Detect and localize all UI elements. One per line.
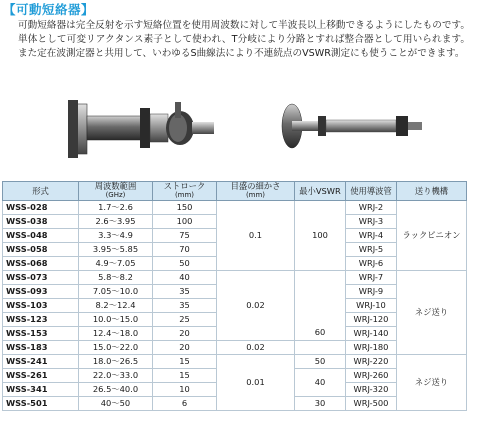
table-row xyxy=(3,355,467,369)
cell-model: WSS-028 xyxy=(3,201,79,215)
cell-stroke: 35 xyxy=(153,299,217,313)
cell-vswr: 100 xyxy=(295,201,346,271)
cell-waveguide: WRJ-500 xyxy=(346,397,397,411)
spec-table xyxy=(2,181,467,411)
header-feed: 送り機構 xyxy=(397,182,467,201)
cell-stroke: 15 xyxy=(153,355,217,369)
cell-vswr: 60 xyxy=(295,271,346,341)
cell-waveguide: WRJ-260 xyxy=(346,369,397,383)
table-row xyxy=(3,271,467,285)
cell-freq: 3.3〜4.9 xyxy=(79,229,153,243)
cell-model: WSS-048 xyxy=(3,229,79,243)
cell-freq: 40〜50 xyxy=(79,397,153,411)
cell-freq: 5.8〜8.2 xyxy=(79,271,153,285)
cell-freq: 3.95〜5.85 xyxy=(79,243,153,257)
description-text: 可動短絡器は完全反射を示す短絡位置を使用周波数に対して半波長以上移動できるようにしたものです。単体として可変リアクタンス素子として使われ、T分岐により分路とすれば整合器として用いられます。また定在波測定器と共用して、いわゆるS曲線法により不連続点のVSWR測定にも使うことができます。 xyxy=(18,20,470,60)
cell-freq: 15.0〜22.0 xyxy=(79,341,153,355)
cell-model: WSS-093 xyxy=(3,285,79,299)
cell-waveguide: WRJ-140 xyxy=(346,327,397,341)
cell-vswr: 40 xyxy=(295,369,346,397)
cell-model: WSS-261 xyxy=(3,369,79,383)
cell-model: WSS-341 xyxy=(3,383,79,397)
cell-waveguide: WRJ-3 xyxy=(346,215,397,229)
header-vswr: 最小VSWR xyxy=(295,182,346,201)
cell-freq: 8.2〜12.4 xyxy=(79,299,153,313)
cell-scale: 0.02 xyxy=(217,341,295,355)
cell-stroke: 50 xyxy=(153,257,217,271)
cell-waveguide: WRJ-9 xyxy=(346,285,397,299)
cell-stroke: 35 xyxy=(153,285,217,299)
cell-waveguide: WRJ-220 xyxy=(346,355,397,369)
cell-model: WSS-241 xyxy=(3,355,79,369)
cell-waveguide: WRJ-120 xyxy=(346,313,397,327)
header-waveguide: 使用導波管 xyxy=(346,182,397,201)
header-model: 形式 xyxy=(3,182,79,201)
cell-freq: 4.9〜7.05 xyxy=(79,257,153,271)
cell-stroke: 10 xyxy=(153,383,217,397)
cell-feed: ネジ送り xyxy=(397,355,467,411)
cell-stroke: 40 xyxy=(153,271,217,285)
cell-stroke: 6 xyxy=(153,397,217,411)
cell-freq: 2.6〜3.95 xyxy=(79,215,153,229)
product-photo xyxy=(60,94,430,172)
cell-freq: 1.7〜2.6 xyxy=(79,201,153,215)
cell-model: WSS-038 xyxy=(3,215,79,229)
cell-vswr xyxy=(295,341,346,355)
cell-model: WSS-058 xyxy=(3,243,79,257)
cell-model: WSS-068 xyxy=(3,257,79,271)
cell-freq: 7.05〜10.0 xyxy=(79,285,153,299)
cell-model: WSS-153 xyxy=(3,327,79,341)
cell-feed: ラックピニオン xyxy=(397,201,467,271)
header-frequency: 周波数範囲 (GHz) xyxy=(79,182,153,201)
cell-model: WSS-073 xyxy=(3,271,79,285)
cell-waveguide: WRJ-2 xyxy=(346,201,397,215)
cell-scale: 0.02 xyxy=(217,271,295,341)
cell-model: WSS-103 xyxy=(3,299,79,313)
cell-waveguide: WRJ-5 xyxy=(346,243,397,257)
cell-stroke: 25 xyxy=(153,313,217,327)
header-scale: 目盛の細かさ (mm) xyxy=(217,182,295,201)
cell-model: WSS-501 xyxy=(3,397,79,411)
cell-stroke: 100 xyxy=(153,215,217,229)
table-row xyxy=(3,201,467,215)
cell-waveguide: WRJ-10 xyxy=(346,299,397,313)
cell-freq: 18.0〜26.5 xyxy=(79,355,153,369)
cell-freq: 12.4〜18.0 xyxy=(79,327,153,341)
cell-stroke: 75 xyxy=(153,229,217,243)
cell-waveguide: WRJ-4 xyxy=(346,229,397,243)
cell-freq: 22.0〜33.0 xyxy=(79,369,153,383)
cell-stroke: 15 xyxy=(153,369,217,383)
cell-freq: 10.0〜15.0 xyxy=(79,313,153,327)
cell-waveguide: WRJ-6 xyxy=(346,257,397,271)
cell-stroke: 20 xyxy=(153,327,217,341)
cell-feed: ネジ送り xyxy=(397,271,467,355)
cell-vswr: 50 xyxy=(295,355,346,369)
cell-stroke: 20 xyxy=(153,341,217,355)
table-header-row xyxy=(3,182,467,201)
cell-scale: 0.1 xyxy=(217,201,295,271)
cell-stroke: 70 xyxy=(153,243,217,257)
section-title: 【可動短絡器】 xyxy=(3,2,95,17)
cell-waveguide: WRJ-180 xyxy=(346,341,397,355)
cell-scale: 0.01 xyxy=(217,355,295,411)
cell-waveguide: WRJ-7 xyxy=(346,271,397,285)
cell-waveguide: WRJ-320 xyxy=(346,383,397,397)
cell-vswr: 30 xyxy=(295,397,346,411)
cell-freq: 26.5〜40.0 xyxy=(79,383,153,397)
cell-model: WSS-183 xyxy=(3,341,79,355)
cell-model: WSS-123 xyxy=(3,313,79,327)
header-stroke: ストローク (mm) xyxy=(153,182,217,201)
cell-stroke: 150 xyxy=(153,201,217,215)
